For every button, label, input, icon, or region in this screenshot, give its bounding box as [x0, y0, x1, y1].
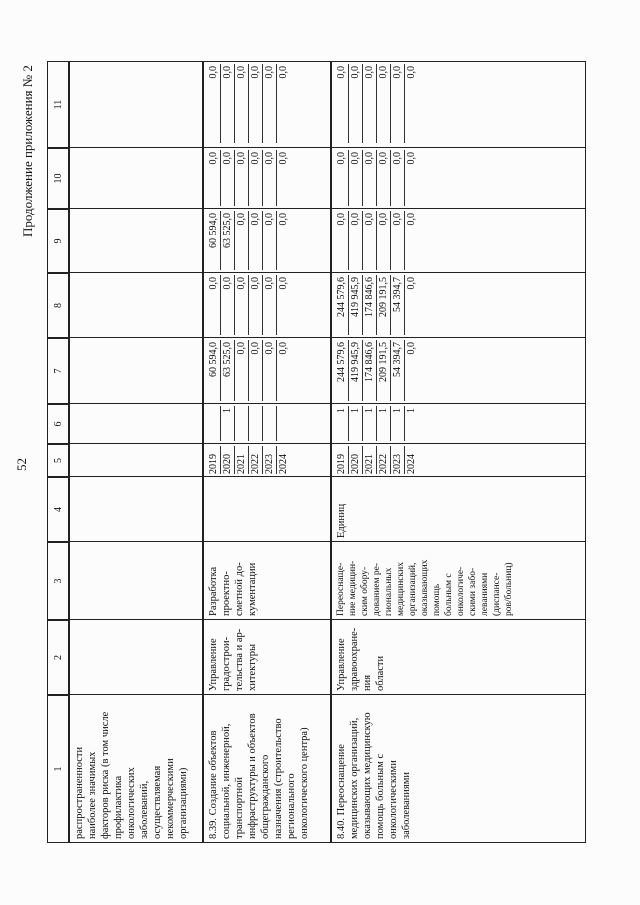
cell-c10 [332, 147, 585, 208]
value: 0,0 [263, 150, 277, 206]
value: 0,0 [263, 275, 277, 335]
cell-executor: Управление градострои- тельства и ар- хитектуры [204, 619, 330, 694]
value: 1 [349, 406, 363, 441]
value: 0,0 [278, 66, 289, 79]
cell-c9 [332, 208, 585, 272]
cell-c11 [332, 60, 585, 147]
value: 0,0 [363, 211, 377, 270]
value: 0,0 [221, 150, 235, 206]
value: 0,0 [391, 150, 405, 206]
value: 419 945,9 [349, 340, 363, 401]
value: 0,0 [249, 64, 263, 143]
col-header-8: 8 [47, 273, 69, 338]
value: 419 945,9 [349, 275, 363, 335]
cell-measure: 8.39. Создание объектов социальной, инженерной, транспортной инфраструктуры и объектов общегражданского назначения (строительство регионального онкологического центра) [204, 694, 330, 842]
year-value: 2022 [249, 446, 263, 474]
cell-c10 [70, 147, 202, 208]
value: 0,0 [278, 213, 289, 226]
cell-c8 [332, 272, 585, 337]
value: 0,0 [249, 340, 263, 401]
appendix-table [47, 61, 586, 843]
value: 0,0 [391, 211, 405, 270]
value: 174 846,6 [363, 340, 377, 401]
value: 0,0 [278, 152, 289, 165]
value: 63 525,0 [221, 340, 235, 401]
cell-c11 [204, 60, 330, 147]
year-value: 2019 [335, 446, 349, 474]
cell-measure: 8.40. Переоснащение медицинских организаций, оказывающих медицинскую помощь больным с онкологическими заболеваниями [332, 694, 585, 842]
value: 60 594,0 [207, 340, 221, 401]
value: 0,0 [349, 150, 363, 206]
year-value: 2020 [221, 446, 235, 474]
value: 1 [406, 408, 417, 413]
cell-unit [70, 476, 202, 541]
value: 0,0 [377, 150, 391, 206]
cell-years [332, 443, 585, 476]
cell-years [204, 443, 330, 476]
value: 0,0 [363, 150, 377, 206]
col-header-11: 11 [47, 61, 69, 148]
value: 0,0 [235, 211, 249, 270]
page-number: 52 [14, 458, 29, 471]
value [263, 406, 277, 441]
value: 1 [363, 406, 377, 441]
cell-c6 [204, 403, 330, 443]
value: 0,0 [263, 64, 277, 143]
year-value: 2021 [235, 446, 249, 474]
cell-executor: Управление здравоохране- ния области [332, 619, 585, 694]
cell-c11 [70, 60, 202, 147]
value: 1 [377, 406, 391, 441]
value: 60 594,0 [207, 211, 221, 270]
value: 0,0 [249, 275, 263, 335]
value: 0,0 [207, 150, 221, 206]
value: 0,0 [406, 277, 417, 290]
value: 0,0 [406, 213, 417, 226]
value: 54 394,7 [391, 340, 405, 401]
value: 244 579,6 [335, 275, 349, 335]
cell-unit: Единиц [332, 476, 585, 541]
value: 0,0 [335, 64, 349, 143]
value: 0,0 [263, 340, 277, 401]
cell-c9 [70, 208, 202, 272]
cell-indicator: Разработка проектно- сметной до- кументации [204, 541, 330, 619]
value [235, 406, 249, 441]
value: 0,0 [391, 64, 405, 143]
value: 0,0 [207, 275, 221, 335]
cell-indicator: Переоснаще- ние медицин- ским обору- дованием ре- гиональных медицинских организаций, оказывающих помощь больным с онкологиче- скими забо- леваниями (диспансе- ров/больниц) [332, 541, 585, 619]
value: 1 [391, 406, 405, 441]
year-value: 2020 [349, 446, 363, 474]
value: 1 [335, 406, 349, 441]
value: 209 191,5 [377, 275, 391, 335]
col-header-2: 2 [47, 620, 69, 695]
value: 0,0 [377, 211, 391, 270]
value: 0,0 [406, 342, 417, 355]
cell-c10 [204, 147, 330, 208]
value: 0,0 [406, 152, 417, 165]
value: 0,0 [406, 66, 417, 79]
value: 0,0 [335, 150, 349, 206]
cell-indicator [70, 541, 202, 619]
year-value: 2023 [263, 446, 277, 474]
value: 0,0 [278, 342, 289, 355]
value: 63 525,0 [221, 211, 235, 270]
value: 174 846,6 [363, 275, 377, 335]
value: 0,0 [349, 64, 363, 143]
value: 0,0 [349, 211, 363, 270]
value: 54 394,7 [391, 275, 405, 335]
col-header-5: 5 [47, 444, 69, 477]
value: 209 191,5 [377, 340, 391, 401]
value: 0,0 [263, 211, 277, 270]
cell-c7 [332, 337, 585, 403]
year-value: 2024 [278, 454, 289, 474]
cell-years [70, 443, 202, 476]
value: 0,0 [221, 275, 235, 335]
cell-measure: распространенности наиболее значимых факторов риска (в том числе профилактика онкологических заболеваний, осуществляемая некоммерческими организациями) [70, 694, 202, 842]
value: 0,0 [235, 150, 249, 206]
year-value: 2019 [207, 446, 221, 474]
value: 1 [221, 406, 235, 441]
value: 0,0 [335, 211, 349, 270]
year-value: 2023 [391, 446, 405, 474]
value [277, 406, 290, 441]
value: 0,0 [278, 277, 289, 290]
col-header-9: 9 [47, 209, 69, 273]
cell-c6 [332, 403, 585, 443]
col-header-1: 1 [47, 695, 69, 843]
cell-executor [70, 619, 202, 694]
col-header-3: 3 [47, 542, 69, 620]
col-header-6: 6 [47, 404, 69, 444]
year-value: 2022 [377, 446, 391, 474]
value: 244 579,6 [335, 340, 349, 401]
col-header-4: 4 [47, 477, 69, 542]
value: 0,0 [377, 64, 391, 143]
cell-c7 [204, 337, 330, 403]
table-row [203, 61, 331, 843]
cell-c7 [70, 337, 202, 403]
cell-c9 [204, 208, 330, 272]
cell-c8 [204, 272, 330, 337]
value [207, 406, 221, 441]
year-value: 2024 [406, 454, 417, 474]
col-header-10: 10 [47, 148, 69, 209]
year-value: 2021 [363, 446, 377, 474]
value: 0,0 [235, 275, 249, 335]
value: 0,0 [221, 64, 235, 143]
table-row [69, 61, 203, 843]
continuation-caption: Продолжение приложения № 2 [20, 65, 35, 237]
value [249, 406, 263, 441]
table-row [331, 61, 586, 843]
value: 0,0 [249, 150, 263, 206]
cell-c8 [70, 272, 202, 337]
col-header-7: 7 [47, 338, 69, 404]
value: 0,0 [363, 64, 377, 143]
cell-unit [204, 476, 330, 541]
value: 0,0 [207, 64, 221, 143]
cell-c6 [70, 403, 202, 443]
value: 0,0 [235, 340, 249, 401]
value: 0,0 [249, 211, 263, 270]
value: 0,0 [235, 64, 249, 143]
